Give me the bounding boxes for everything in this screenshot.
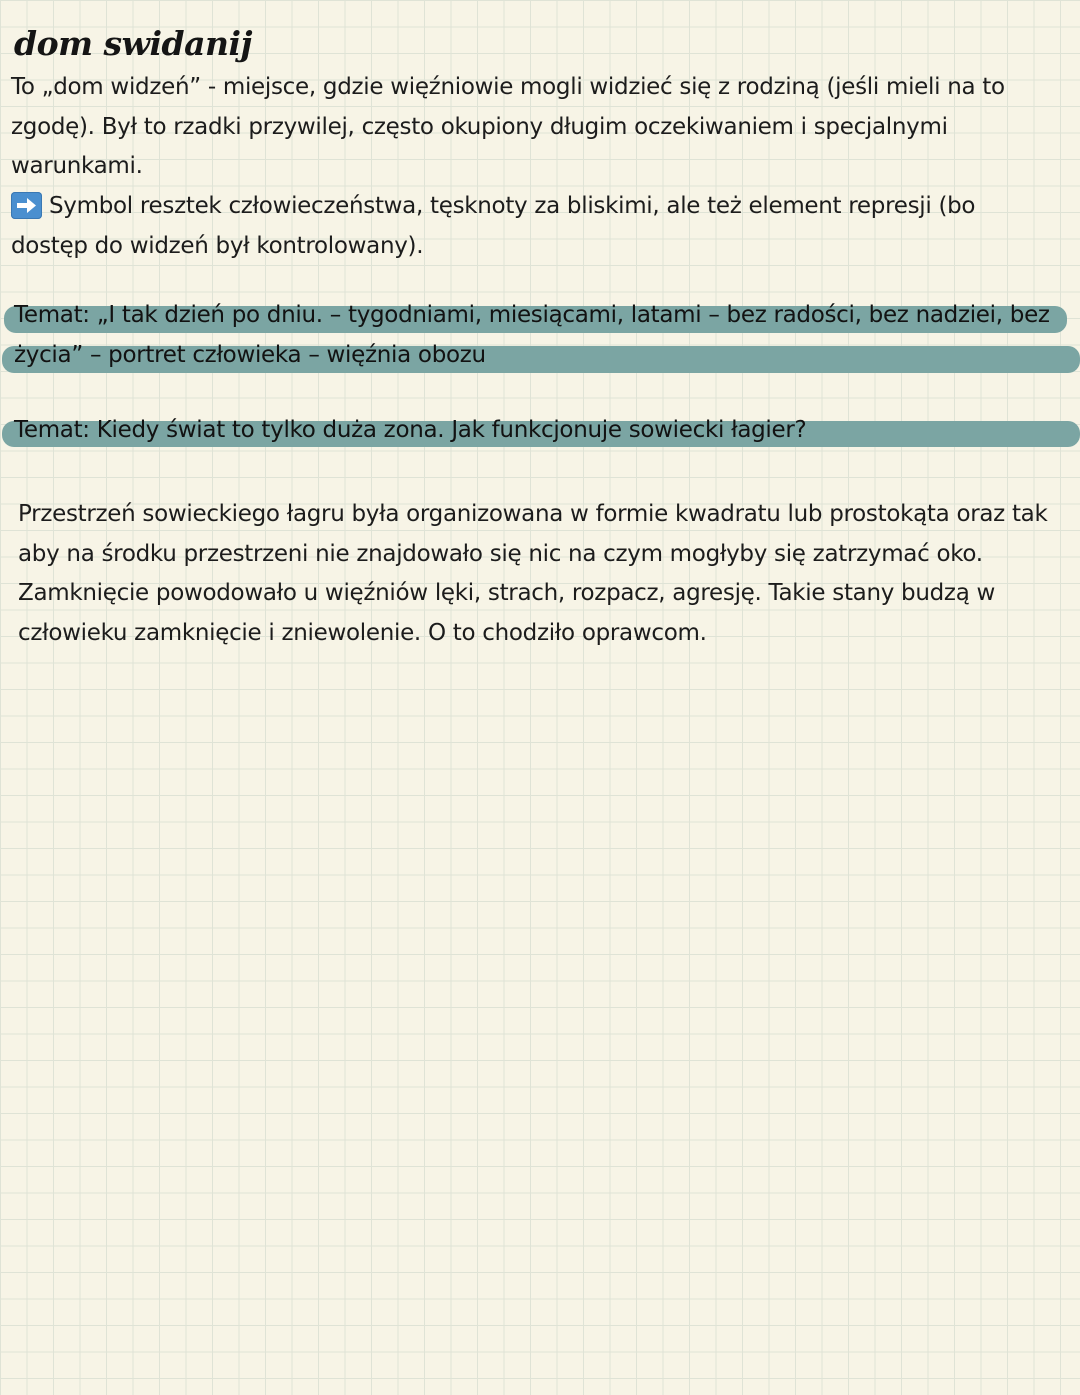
body-line: Przestrzeń sowieckiego łagru była organizowana w formie kwadratu lub prostokąta oraz tak <box>18 501 1048 527</box>
intro-line: warunkami. <box>11 153 143 179</box>
symbol-paragraph <box>11 187 975 266</box>
intro-line: To „dom widzeń” - miejsce, gdzie więźniowie mogli widzieć się z rodziną (jeśli mieli na to <box>11 74 1005 100</box>
arrow-right-icon <box>11 192 42 219</box>
topic-title-line: Temat: Kiedy świat to tylko duża zona. Jak funkcjonuje sowiecki łagier? <box>14 417 807 443</box>
body-line: aby na środku przestrzeni nie znajdowało się nic na czym mogłyby się zatrzymać oko. <box>18 540 983 567</box>
topic-title-line: życia” – portret człowieka – więźnia obozu <box>14 342 486 368</box>
symbol-line: dostęp do widzeń był kontrolowany). <box>11 232 424 259</box>
body-paragraph <box>18 495 1047 653</box>
intro-paragraph <box>11 68 1005 187</box>
topic-title-line: Temat: „I tak dzień po dniu. – tygodniami, miesiącami, latami – bez radości, bez nadziei, bez <box>14 302 1050 328</box>
note-heading: dom swidanij <box>14 24 252 63</box>
symbol-text: Symbol resztek człowieczeństwa, tęsknoty za bliskimi, ale też element represji (bo <box>49 193 976 219</box>
body-line: Zamknięcie powodowało u więźniów lęki, strach, rozpacz, agresję. Takie stany budzą w <box>18 580 996 606</box>
symbol-line <box>11 187 975 227</box>
intro-line: zgodę). Był to rzadki przywilej, często okupiony długim oczekiwaniem i specjalnymi <box>11 113 948 140</box>
body-line: człowieku zamknięcie i zniewolenie. O to chodziło oprawcom. <box>18 619 707 646</box>
